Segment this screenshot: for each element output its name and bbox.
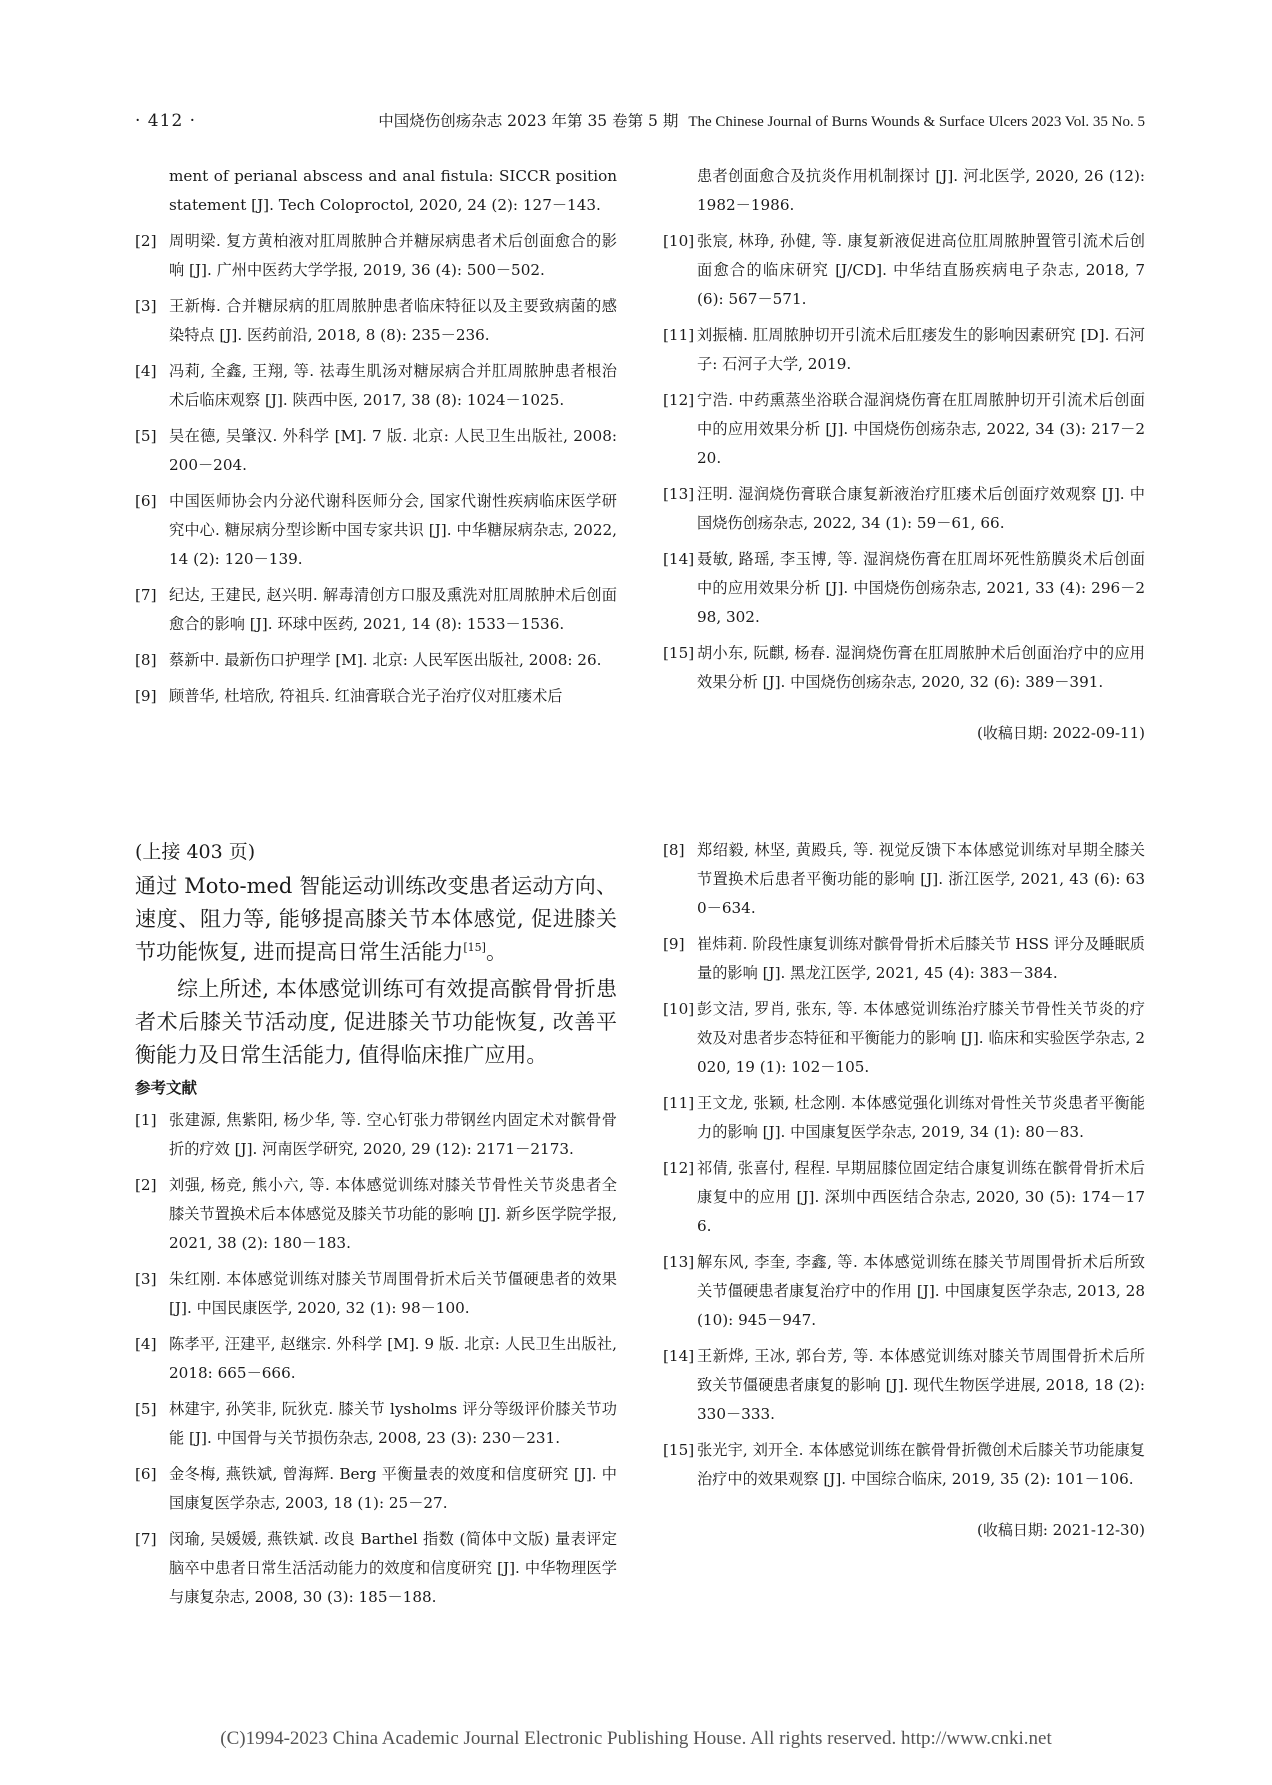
reference-item xyxy=(135,357,617,415)
reference-index: [2] xyxy=(135,1176,157,1194)
reference-text: 彭文洁, 罗肖, 张东, 等. 本体感觉训练治疗膝关节骨性关节炎的疗效及对患者步态特征和平衡能力的影响 [J]. 临床和实验医学杂志, 2020, 19 (1): 102－105. xyxy=(697,1000,1145,1076)
reference-index: [2] xyxy=(135,232,157,250)
reference-text: 宁浩. 中药熏蒸坐浴联合湿润烧伤膏在肛周脓肿切开引流术后创面中的应用效果分析 [J]. 中国烧伤创疡杂志, 2022, 34 (3): 217－220. xyxy=(697,391,1145,467)
reference-index: [11] xyxy=(663,326,695,344)
reference-item xyxy=(135,1265,617,1323)
conclusion-paragraph: 综上所述, 本体感觉训练可有效提高髌骨骨折患者术后膝关节活动度, 促进膝关节功能恢复, 改善平衡能力及日常生活能力, 值得临床推广应用。 xyxy=(135,977,617,1067)
reference-text: 朱红刚. 本体感觉训练对膝关节周围骨折术后关节僵硬患者的效果 [J]. 中国民康医学, 2020, 32 (1): 98－100. xyxy=(169,1270,617,1317)
reference-text: 金冬梅, 燕铁斌, 曾海辉. Berg 平衡量表的效度和信度研究 [J]. 中国康复医学杂志, 2003, 18 (1): 25－27. xyxy=(169,1465,617,1512)
reference-item xyxy=(663,386,1145,473)
reference-item xyxy=(135,487,617,574)
reference-index: [4] xyxy=(135,362,157,380)
reference-index: [6] xyxy=(135,1465,157,1483)
reference-item xyxy=(135,162,617,220)
reference-item xyxy=(663,480,1145,538)
reference-item xyxy=(663,227,1145,314)
reference-item xyxy=(135,1171,617,1258)
reference-index: [14] xyxy=(663,1347,695,1365)
reference-text: 冯莉, 全鑫, 王翔, 等. 祛毒生肌汤对糖尿病合并肛周脓肿患者根治术后临床观察 [J]. 陕西中医, 2017, 38 (8): 1024－1025. xyxy=(169,362,617,409)
reference-index: [8] xyxy=(663,841,685,859)
reference-text: 蔡新中. 最新伤口护理学 [M]. 北京: 人民军医出版社, 2008: 26. xyxy=(169,651,602,669)
reference-index: [9] xyxy=(663,935,685,953)
reference-item xyxy=(135,1525,617,1612)
reference-text: 陈孝平, 汪建平, 赵继宗. 外科学 [M]. 9 版. 北京: 人民卫生出版社, 2018: 665－666. xyxy=(169,1335,617,1382)
reference-text: 纪达, 王建民, 赵兴明. 解毒清创方口服及熏洗对肛周脓肿术后创面愈合的影响 [J]. 环球中医药, 2021, 14 (8): 1533－1536. xyxy=(169,586,617,633)
citation: [15] xyxy=(463,941,486,954)
article1-references-left xyxy=(135,162,617,718)
reference-index: [1] xyxy=(135,1111,157,1129)
reference-text: 林建宇, 孙笑非, 阮狄克. 膝关节 lysholms 评分等级评价膝关节功能 [J]. 中国骨与关节损伤杂志, 2008, 23 (3): 230－231. xyxy=(169,1400,617,1447)
reference-text: 张宸, 林琤, 孙健, 等. 康复新液促进高位肛周脓肿置管引流术后创面愈合的临床研究 [J/CD]. 中华结直肠疾病电子杂志, 2018, 7 (6): 567－571. xyxy=(697,232,1145,308)
reference-text: 闵瑜, 吴媛媛, 燕铁斌. 改良 Barthel 指数 (简体中文版) 量表评定脑卒中患者日常生活活动能力的效度和信度研究 [J]. 中华物理医学与康复杂志, 2008, 30 (3): 185－188. xyxy=(169,1530,617,1606)
running-header xyxy=(135,106,1145,136)
body-paragraph xyxy=(135,870,617,969)
reference-index: [10] xyxy=(663,1000,695,1018)
body-text: 通过 Moto-med 智能运动训练改变患者运动方向、速度、阻力等, 能够提高膝关节本体感觉, 促进膝关节功能恢复, 进而提高日常生活能力 xyxy=(135,874,617,964)
reference-index: [9] xyxy=(135,687,157,705)
reference-item xyxy=(663,321,1145,379)
reference-index: [3] xyxy=(135,1270,157,1288)
reference-item xyxy=(135,292,617,350)
reference-index: [8] xyxy=(135,651,157,669)
reference-item xyxy=(135,227,617,285)
journal-title-en: The Chinese Journal of Burns Wounds & Surface Ulcers 2023 Vol. 35 No. 5 xyxy=(688,114,1145,130)
page-number: · 412 · xyxy=(135,111,197,131)
reference-item xyxy=(663,639,1145,697)
reference-item xyxy=(135,1106,617,1164)
reference-item xyxy=(663,1248,1145,1335)
reference-index: [5] xyxy=(135,427,157,445)
reference-index: [13] xyxy=(663,485,695,503)
reference-index: [10] xyxy=(663,232,695,250)
copyright-footer: (C)1994-2023 China Academic Journal Electronic Publishing House. All rights reserved. http://www.cnki.net xyxy=(220,1728,1052,1749)
reference-item xyxy=(135,581,617,639)
reference-text: 张光宇, 刘开全. 本体感觉训练在髌骨骨折微创术后膝关节功能康复治疗中的效果观察 [J]. 中国综合临床, 2019, 35 (2): 101－106. xyxy=(697,1441,1145,1488)
reference-item xyxy=(663,1154,1145,1241)
reference-index: [7] xyxy=(135,586,157,604)
reference-text: 顾普华, 杜培欣, 符祖兵. 红油膏联合光子治疗仪对肛瘘术后 xyxy=(169,687,563,705)
reference-text: 王新梅. 合并糖尿病的肛周脓肿患者临床特征以及主要致病菌的感染特点 [J]. 医药前沿, 2018, 8 (8): 235－236. xyxy=(169,297,617,344)
reference-item xyxy=(135,1395,617,1453)
reference-item xyxy=(663,1342,1145,1429)
reference-text: 汪明. 湿润烧伤膏联合康复新液治疗肛瘘术后创面疗效观察 [J]. 中国烧伤创疡杂志, 2022, 34 (1): 59－61, 66. xyxy=(697,485,1145,532)
reference-item xyxy=(663,545,1145,632)
reference-item xyxy=(663,1436,1145,1494)
received-date: (收稿日期: 2021-12-30) xyxy=(976,1521,1145,1539)
reference-index: [7] xyxy=(135,1530,157,1548)
reference-item xyxy=(663,836,1145,923)
reference-item xyxy=(135,682,617,711)
reference-text: 崔炜莉. 阶段性康复训练对髌骨骨折术后膝关节 HSS 评分及睡眠质量的影响 [J]. 黑龙江医学, 2021, 45 (4): 383－384. xyxy=(697,935,1145,982)
reference-item xyxy=(135,1330,617,1388)
reference-text: 周明梁. 复方黄柏液对肛周脓肿合并糖尿病患者术后创面愈合的影响 [J]. 广州中医药大学学报, 2019, 36 (4): 500－502. xyxy=(169,232,617,279)
reference-text: 吴在德, 吴肇汉. 外科学 [M]. 7 版. 北京: 人民卫生出版社, 2008: 200－204. xyxy=(169,427,617,474)
reference-item xyxy=(135,646,617,675)
reference-index: [13] xyxy=(663,1253,695,1271)
reference-text: 患者创面愈合及抗炎作用机制探讨 [J]. 河北医学, 2020, 26 (12): 1982－1986. xyxy=(697,167,1145,214)
reference-index: [15] xyxy=(663,1441,695,1459)
continued-from-label: (上接 403 页) xyxy=(135,841,256,863)
reference-index: [4] xyxy=(135,1335,157,1353)
article2-references-right xyxy=(663,836,1145,1545)
reference-item xyxy=(135,1460,617,1518)
reference-text: 郑绍毅, 林坚, 黄殿兵, 等. 视觉反馈下本体感觉训练对早期全膝关节置换术后患者平衡功能的影响 [J]. 浙江医学, 2021, 43 (6): 630－634. xyxy=(697,841,1145,917)
reference-text: 刘强, 杨竞, 熊小六, 等. 本体感觉训练对膝关节骨性关节炎患者全膝关节置换术后本体感觉及膝关节功能的影响 [J]. 新乡医学院学报, 2021, 38 (2): 180－183. xyxy=(169,1176,617,1252)
article2-references-left xyxy=(135,1106,617,1612)
journal-title-cn: 中国烧伤创疡杂志 2023 年第 35 卷第 5 期 xyxy=(378,112,679,130)
reference-text: ment of perianal abscess and anal fistula: SICCR position statement [J]. Tech Coloproctol, 2020, 24 (2): 127－143. xyxy=(169,167,617,214)
received-date: (收稿日期: 2022-09-11) xyxy=(976,724,1145,742)
reference-index: [3] xyxy=(135,297,157,315)
reference-index: [15] xyxy=(663,644,695,662)
reference-text: 解东风, 李奎, 李鑫, 等. 本体感觉训练在膝关节周围骨折术后所致关节僵硬患者康复治疗中的作用 [J]. 中国康复医学杂志, 2013, 28 (10): 945－947. xyxy=(697,1253,1145,1329)
references-heading: 参考文献 xyxy=(135,1079,198,1097)
reference-index: [6] xyxy=(135,492,157,510)
reference-index: [5] xyxy=(135,1400,157,1418)
reference-text: 王文龙, 张颖, 杜念刚. 本体感觉强化训练对骨性关节炎患者平衡能力的影响 [J]. 中国康复医学杂志, 2019, 34 (1): 80－83. xyxy=(697,1094,1145,1141)
reference-item xyxy=(663,930,1145,988)
reference-text: 中国医师协会内分泌代谢科医师分会, 国家代谢性疾病临床医学研究中心. 糖尿病分型诊断中国专家共识 [J]. 中华糖尿病杂志, 2022, 14 (2): 120－139. xyxy=(169,492,617,568)
reference-text: 祁倩, 张喜付, 程程. 早期屈膝位固定结合康复训练在髌骨骨折术后康复中的应用 [J]. 深圳中西医结合杂志, 2020, 30 (5): 174－176. xyxy=(697,1159,1145,1235)
reference-item xyxy=(135,422,617,480)
article2-left-column xyxy=(135,836,617,1619)
reference-text: 王新烨, 王冰, 郭台芳, 等. 本体感觉训练对膝关节周围骨折术后所致关节僵硬患者康复的影响 [J]. 现代生物医学进展, 2018, 18 (2): 330－333. xyxy=(697,1347,1145,1423)
article1-references-right xyxy=(663,162,1145,748)
reference-text: 刘振楠. 肛周脓肿切开引流术后肛瘘发生的影响因素研究 [D]. 石河子: 石河子大学, 2019. xyxy=(697,326,1145,373)
running-title xyxy=(378,106,1145,137)
reference-index: [14] xyxy=(663,550,695,568)
reference-text: 胡小东, 阮麒, 杨春. 湿润烧伤膏在肛周脓肿术后创面治疗中的应用效果分析 [J]. 中国烧伤创疡杂志, 2020, 32 (6): 389－391. xyxy=(697,644,1145,691)
reference-index: [12] xyxy=(663,391,695,409)
reference-index: [11] xyxy=(663,1094,695,1112)
reference-item xyxy=(663,995,1145,1082)
reference-index: [12] xyxy=(663,1159,695,1177)
reference-text: 聂敏, 路瑶, 李玉博, 等. 湿润烧伤膏在肛周坏死性筋膜炎术后创面中的应用效果分析 [J]. 中国烧伤创疡杂志, 2021, 33 (4): 296－298, 302. xyxy=(697,550,1145,626)
body-text-end: 。 xyxy=(485,940,507,964)
reference-item xyxy=(663,162,1145,220)
reference-item xyxy=(663,1089,1145,1147)
reference-text: 张建源, 焦紫阳, 杨少华, 等. 空心钉张力带钢丝内固定术对髌骨骨折的疗效 [J]. 河南医学研究, 2020, 29 (12): 2171－2173. xyxy=(169,1111,617,1158)
